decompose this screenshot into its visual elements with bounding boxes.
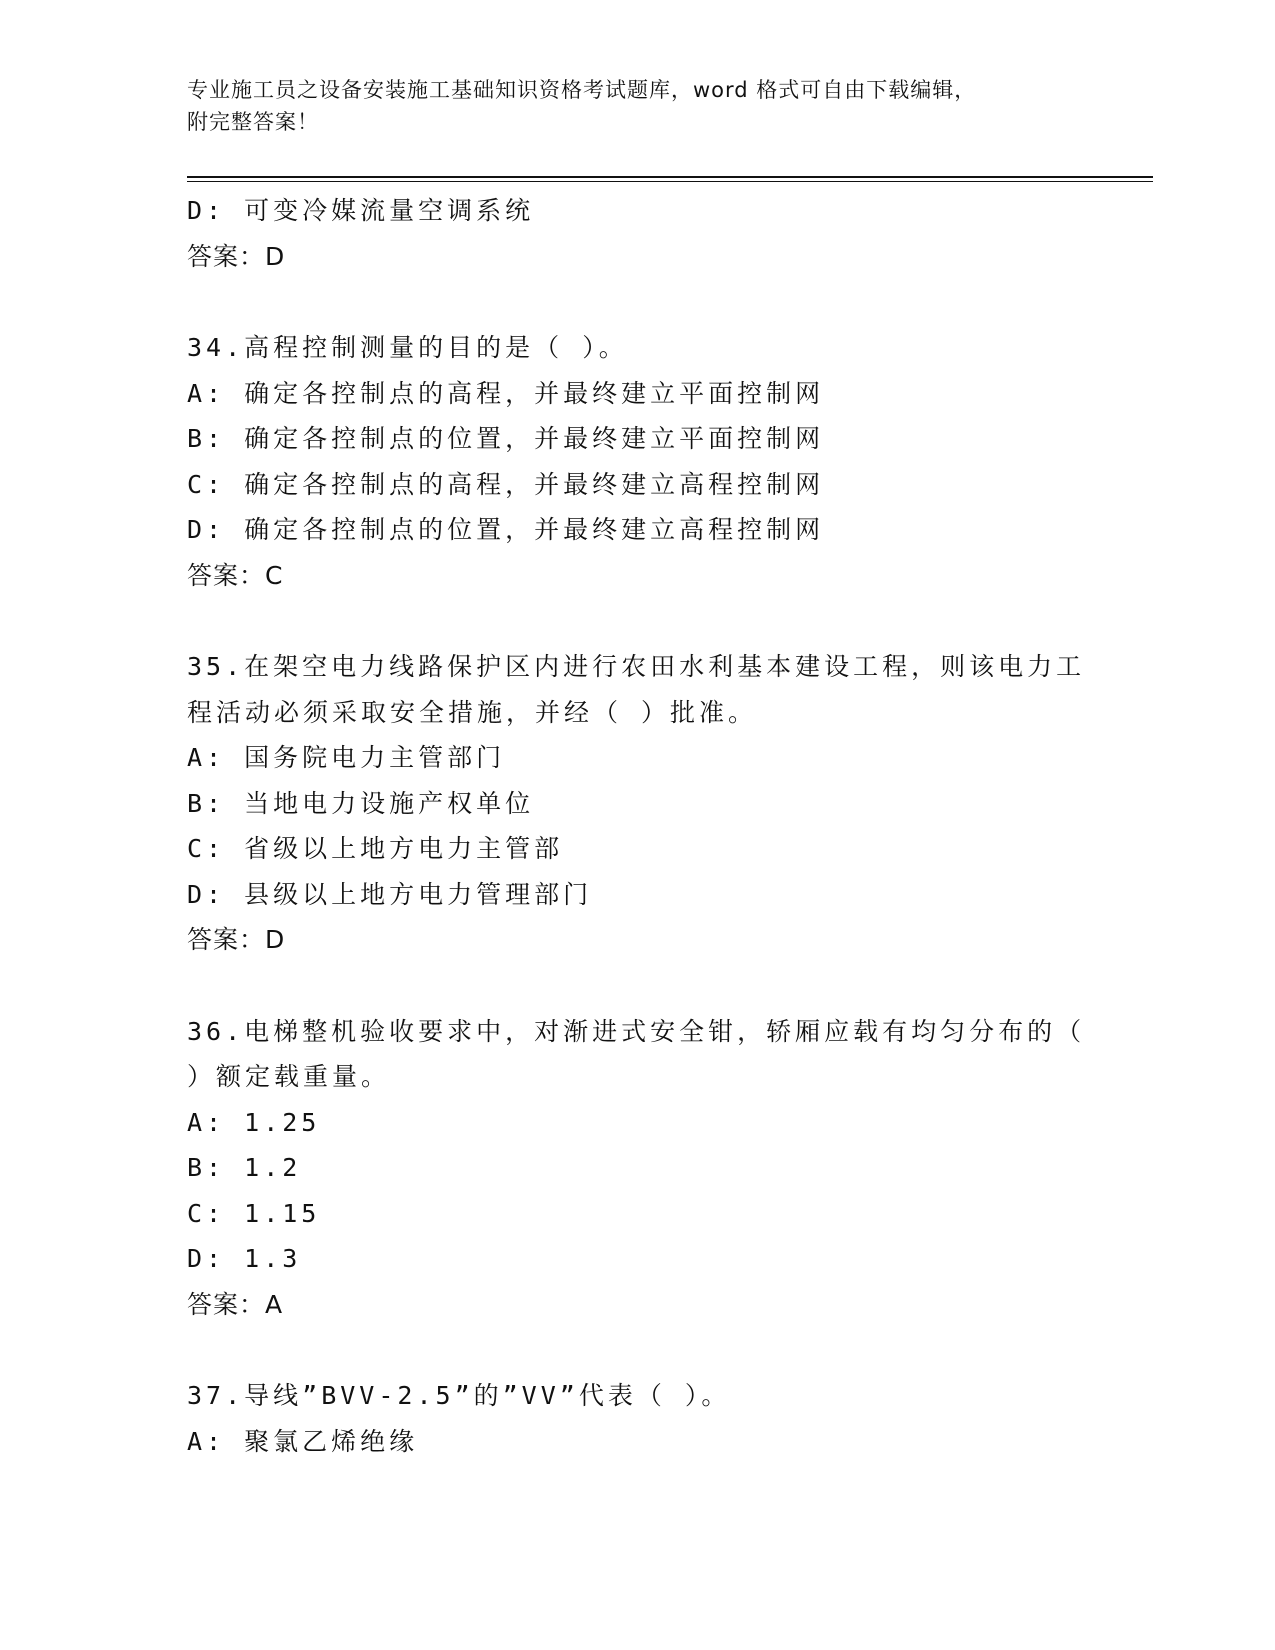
spacer — [187, 1327, 1087, 1373]
option-d: D: 1.3 — [187, 1244, 302, 1273]
question-block-35 — [187, 644, 1087, 963]
option-c: C: 省级以上地方电力主管部 — [187, 834, 564, 863]
answer-line: 答案：C — [187, 560, 284, 590]
option-b: B: 1.2 — [187, 1153, 302, 1182]
spacer — [187, 963, 1087, 1009]
question-stem-continued: ）额定载重量。 — [187, 1062, 391, 1091]
option-c: C: 1.15 — [187, 1198, 321, 1228]
question-stem: 37.导线”BVV-2.5”的”VV”代表（ ）。 — [187, 1381, 731, 1410]
option-d: D: 县级以上地方电力管理部门 — [187, 879, 593, 909]
option-a: A: 确定各控制点的高程，并最终建立平面控制网 — [187, 378, 825, 408]
header-line-2: 附完整答案！ — [187, 110, 319, 134]
question-block-36 — [187, 1009, 1087, 1328]
header-divider-thick — [187, 176, 1153, 178]
option-d: D: 确定各控制点的位置，并最终建立高程控制网 — [187, 515, 825, 544]
option-b: B: 确定各控制点的位置，并最终建立平面控制网 — [187, 424, 825, 453]
option-a: A: 国务院电力主管部门 — [187, 743, 506, 772]
answer-line: 答案：A — [187, 1289, 284, 1319]
option-b: B: 当地电力设施产权单位 — [187, 788, 535, 818]
answer-line: 答案：D — [187, 925, 286, 954]
option-a: A: 聚氯乙烯绝缘 — [187, 1426, 419, 1456]
document-header — [187, 74, 1087, 138]
spacer — [187, 598, 1087, 644]
question-stem: 34.高程控制测量的目的是（ ）。 — [187, 333, 628, 362]
option-d: D: 可变冷媒流量空调系统 — [187, 196, 535, 225]
question-list — [187, 188, 1087, 1464]
question-stem-continued: 程活动必须采取安全措施，并经（ ）批准。 — [187, 697, 758, 727]
answer-line: 答案：D — [187, 241, 286, 271]
question-block-37 — [187, 1373, 1087, 1464]
question-stem: 36.电梯整机验收要求中，对渐进式安全钳，轿厢应载有均匀分布的（ — [187, 1016, 1086, 1046]
question-block-33 — [187, 188, 1087, 279]
question-block-34 — [187, 325, 1087, 598]
option-c: C: 确定各控制点的高程，并最终建立高程控制网 — [187, 469, 825, 499]
header-divider-thin — [187, 181, 1153, 182]
option-a: A: 1.25 — [187, 1107, 321, 1137]
header-line-1: 专业施工员之设备安装施工基础知识资格考试题库，word 格式可自由下载编辑， — [187, 78, 977, 102]
question-stem: 35.在架空电力线路保护区内进行农田水利基本建设工程，则该电力工 — [187, 652, 1086, 681]
spacer — [187, 279, 1087, 325]
